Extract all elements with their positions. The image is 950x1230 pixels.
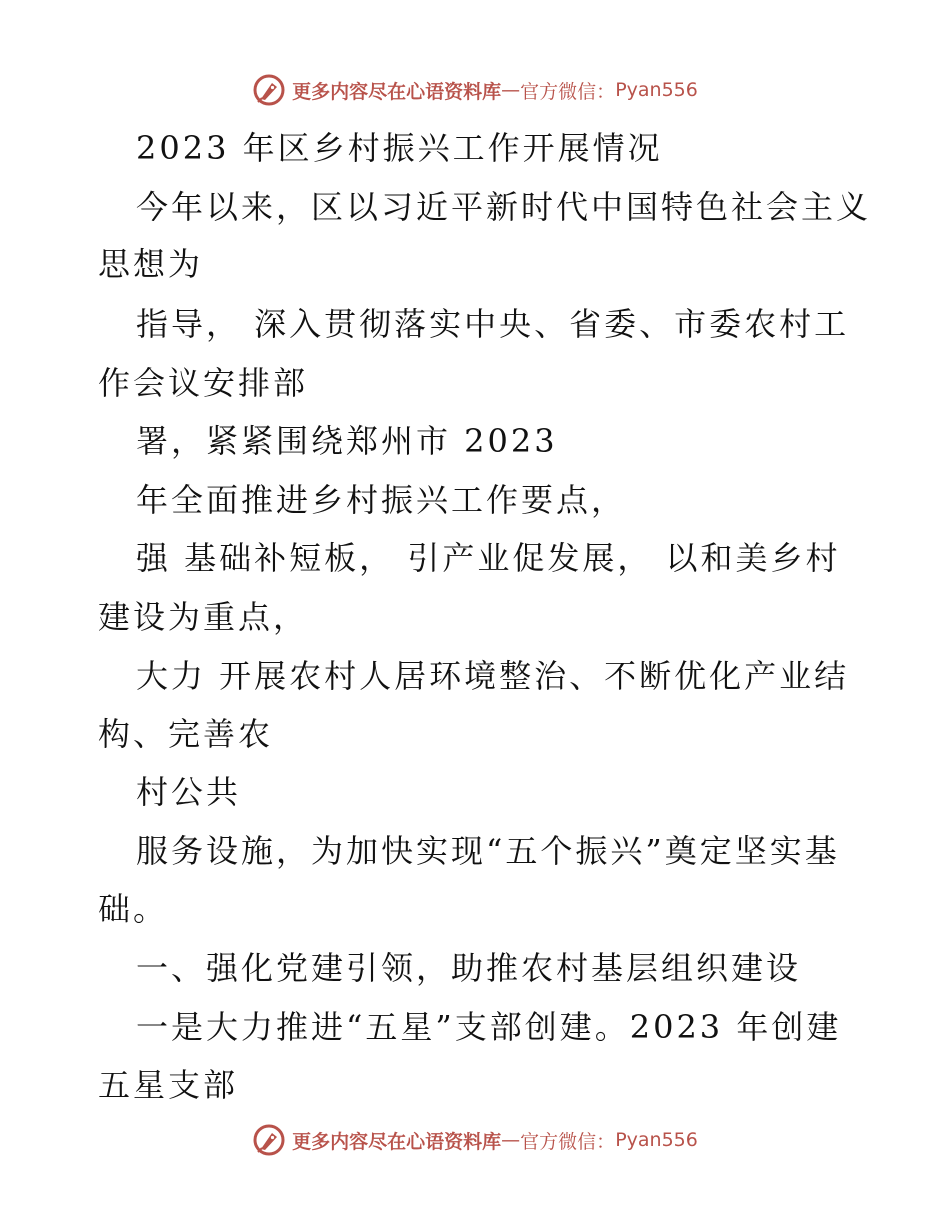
paragraph-line: 指导， 深入贯彻落实中央、省委、市委农村工 [136,305,850,343]
paragraph-line: 作会议安排部 [98,364,309,402]
paragraph-line: 署，紧紧围绕郑州市 2023 [136,422,558,460]
watermark-main-text: 更多内容尽在心语资料库 [292,80,502,103]
section-heading: 一、强化党建引领，助推农村基层组织建设 [136,949,802,987]
watermark-separator: — [501,79,521,101]
watermark-sub-text: 官方微信： [520,1130,616,1153]
paragraph-line: 强 基础补短板， 引产业促发展， 以和美乡村 [136,539,841,577]
paragraph-line: 构、完善农 [98,715,274,753]
paragraph-line: 建设为重点， [98,598,309,636]
paragraph-line: 服务设施，为加快实现“五个振兴”奠定坚实基 [136,832,840,870]
watermark-banner-top [0,70,950,110]
watermark-sub-text: 官方微信： [520,80,616,103]
paragraph-line: 年全面推进乡村振兴工作要点， [136,481,627,519]
watermark-main-text: 更多内容尽在心语资料库 [292,1130,502,1153]
watermark-separator: — [501,1129,521,1151]
paragraph-line: 五星支部 [98,1066,239,1104]
paragraph-line: 一是大力推进“五星”支部创建。2023 年创建 [136,1008,842,1046]
pen-nib-logo-icon [252,73,286,107]
paragraph-line: 础。 [98,890,169,928]
paragraph-line: 思想为 [98,245,204,283]
paragraph-line: 大力 开展农村人居环境整治、不断优化产业结 [136,657,850,695]
watermark-wechat-id: Pyan556 [615,1129,698,1151]
watermark-wechat-id: Pyan556 [615,79,698,101]
document-title: 2023 年区乡村振兴工作开展情况 [136,129,663,167]
paragraph-line: 今年以来，区以习近平新时代中国特色社会主义 [136,188,872,226]
pen-nib-logo-icon [252,1123,286,1157]
paragraph-line: 村公共 [136,773,242,811]
watermark-banner-bottom [0,1120,950,1160]
